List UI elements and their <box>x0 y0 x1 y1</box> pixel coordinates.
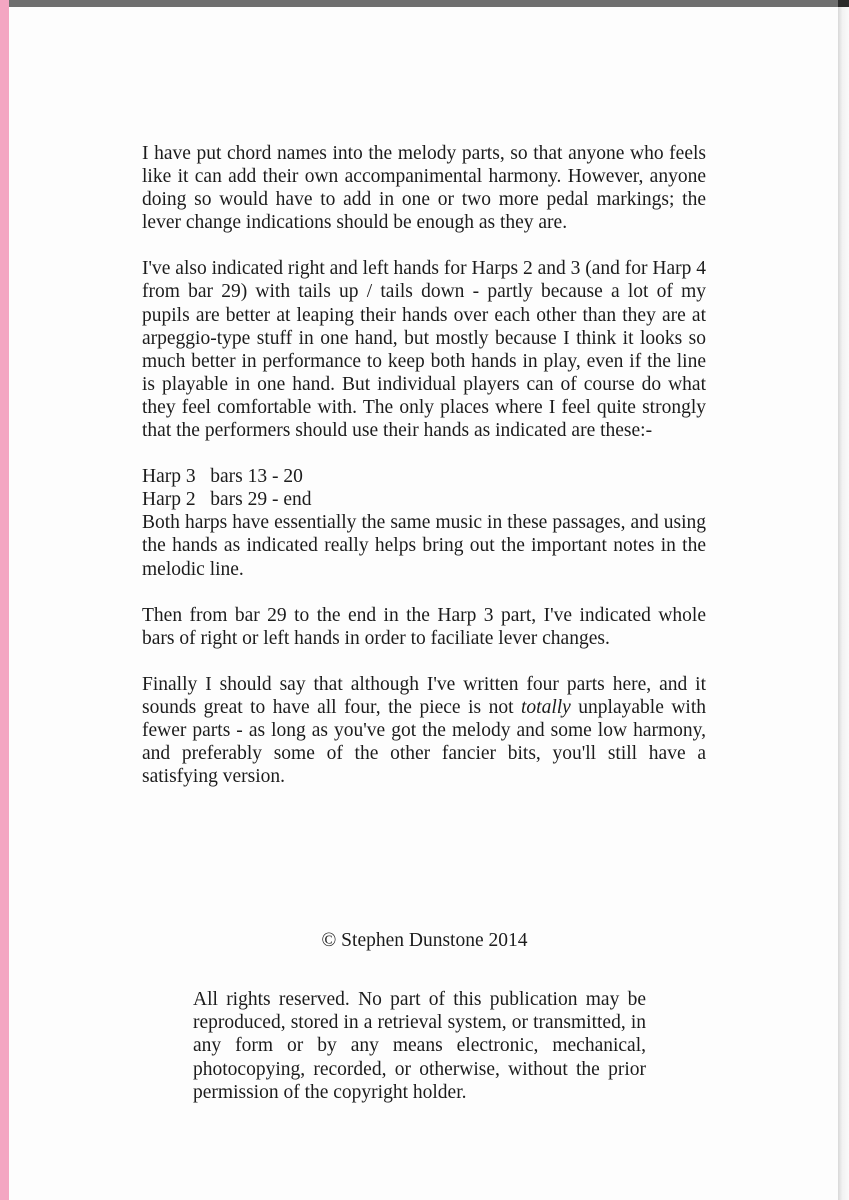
paragraph-chord-names: I have put chord names into the melody parts, so that anyone who feels like it can add their own accompanimental harmony. However, anyone doing so would have to add in one or two more pedal markings; the lever change indications should be enough as they are. <box>142 143 706 234</box>
copyright-line: © Stephen Dunstone 2014 <box>321 930 528 951</box>
harp2-bars-line: Harp 2 bars 29 - end <box>142 489 312 511</box>
rights-notice-block <box>193 988 646 1104</box>
fewer-parts-text-start: Finally I should say that although I've written four parts here, and it sounds great to have all four, the piece is not <box>142 673 706 718</box>
paragraph-gap <box>142 581 706 604</box>
paragraph-lever-changes: Then from bar 29 to the end in the Harp 3 part, I've indicated whole bars of right or left hands in order to faciliate lever changes. <box>142 604 706 649</box>
body-text <box>142 142 706 788</box>
pink-page-edge <box>0 0 9 1200</box>
rights-notice: All rights reserved. No part of this publication may be reproduced, stored in a retrieval system, or transmitted, in any form or by any means electronic, mechanical, photocopying, recorded, or otherwise, without the prior permission of the copyright holder. <box>193 989 646 1103</box>
right-scan-edge <box>838 0 849 1200</box>
paragraph-hands: I've also indicated right and left hands for Harps 2 and 3 (and for Harp 4 from bar 29) with tails up / tails down - partly because a lot of my pupils are better at leaping their hands over each other than they are at arpeggio-type stuff in one hand, but mostly because I think it looks so much better in performance to keep both hands in play, even if the line is playable in one hand. But individual players can of course do what they feel comfortable with. The only places where I feel quite strongly that the performers should use their hands as indicated are these:- <box>142 258 706 442</box>
paragraph-gap <box>142 650 706 673</box>
top-scan-edge <box>9 0 839 7</box>
fewer-parts-text-end: unplayable with fewer parts - as long as you've got the melody and some low harmony, and preferably some of the other fancier bits, you'll still have a satisfying version. <box>142 696 707 788</box>
harp3-bars-line: Harp 3 bars 13 - 20 <box>142 466 303 488</box>
emphasis-totally: totally <box>520 696 571 718</box>
paragraph-fewer-parts <box>142 673 706 788</box>
paragraph-both-harps: Both harps have essentially the same music in these passages, and using the hands as indicated really helps bring out the important notes in the melodic line. <box>142 512 706 580</box>
paragraph-gap <box>142 234 706 257</box>
top-right-corner-shadow <box>838 0 849 7</box>
paragraph-gap <box>142 442 706 465</box>
